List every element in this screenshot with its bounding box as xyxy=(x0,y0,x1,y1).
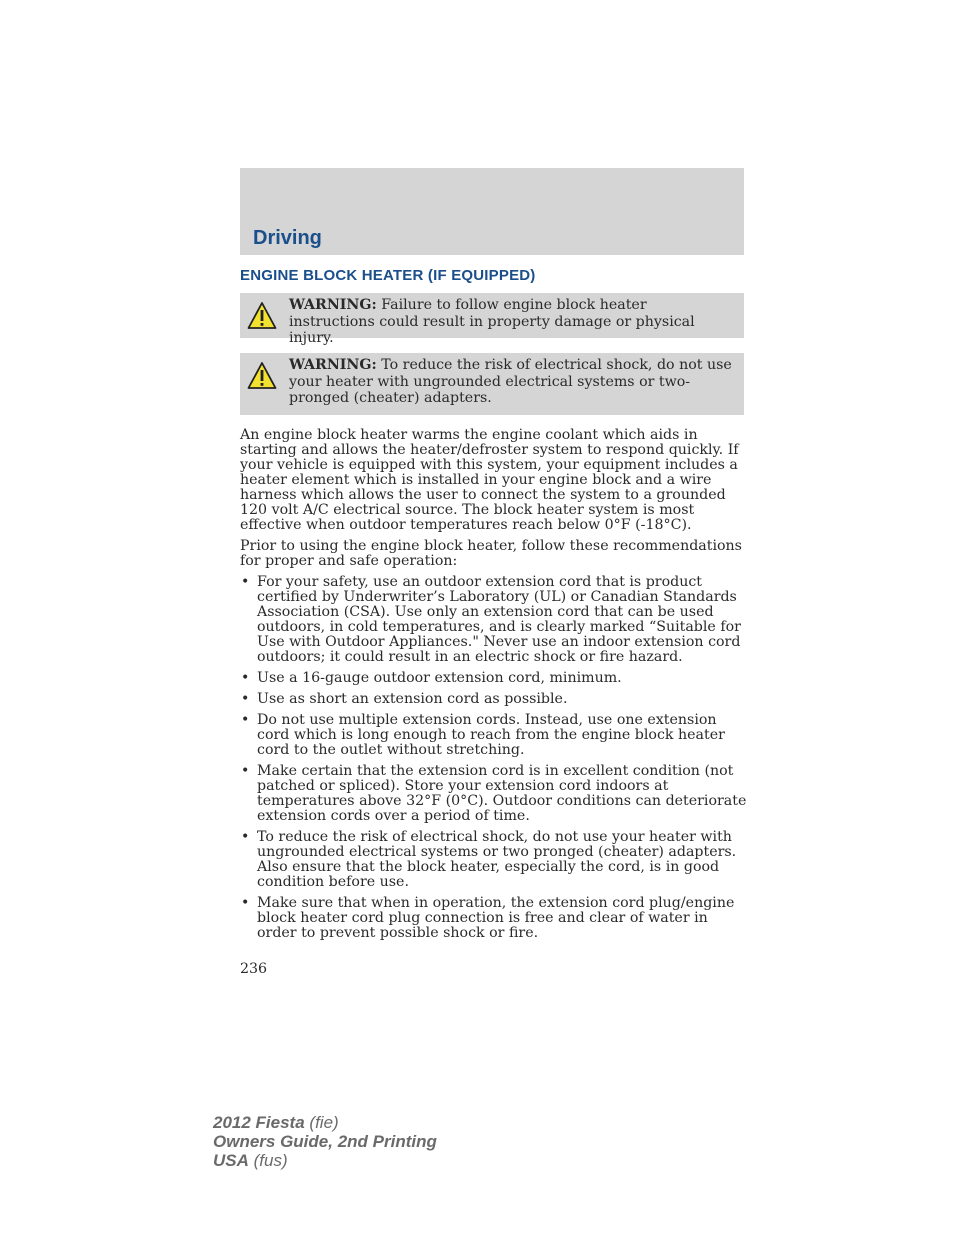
warning-triangle-icon xyxy=(247,361,277,391)
warning-label: WARNING: xyxy=(289,357,377,373)
footer-publication-info xyxy=(213,1113,437,1170)
page-number: 236 xyxy=(240,961,268,977)
footer-model-code: (fie) xyxy=(309,1113,339,1132)
list-item: • Make sure that when in operation, the extension cord plug/engine block heater cord plug connection is free and clear of water in order to prevent possible shock or fire. xyxy=(240,896,750,941)
list-item: • Do not use multiple extension cords. Instead, use one extension cord which is long enough to reach from the engine block heater cord to the outlet without stretching. xyxy=(240,713,750,758)
footer-guide-title: Owners Guide, 2nd Printing xyxy=(213,1132,437,1151)
list-item: • Make certain that the extension cord is in excellent condition (not patched or spliced). Store your extension cord indoors at temperatures above 32°F (0°C). Outdoor conditions can deteriorate extension cords over a period of time. xyxy=(240,764,750,824)
warning-box-electrical-shock xyxy=(240,353,744,415)
recommendations-intro: Prior to using the engine block heater, follow these recommendations for proper and safe operation: xyxy=(240,538,742,569)
topic-heading: ENGINE BLOCK HEATER (IF EQUIPPED) xyxy=(240,267,536,284)
footer-model: 2012 Fiesta xyxy=(213,1113,305,1132)
section-title: Driving xyxy=(253,227,322,249)
footer-market: USA xyxy=(213,1151,249,1170)
list-item: • To reduce the risk of electrical shock, do not use your heater with ungrounded electrical systems or two pronged (cheater) adapters. Also ensure that the block heater, especially the cord, is in good condition before use. xyxy=(240,830,750,890)
footer-market-code: (fus) xyxy=(253,1151,288,1170)
list-item: • For your safety, use an outdoor extension cord that is product certified by Underwriter’s Laboratory (UL) or Canadian Standards Association (CSA). Use only an extension cord that can be used outdoors, in cold temperatures, and is clearly marked “Suitable for Use with Outdoor Appliances." Never use an indoor extension cord outdoors; it could result in an electric shock or fire hazard. xyxy=(240,575,750,665)
intro-paragraph: An engine block heater warms the engine coolant which aids in starting and allows the heater/defroster system to respond quickly. If your vehicle is equipped with this system, your equipment includes a heater element which is installed in your engine block and a wire harness which allows the user to connect the system to a grounded 120 volt A/C electrical source. The block heater system is most effective when outdoor temperatures reach below 0°F (-18°C). xyxy=(240,427,739,533)
warning-triangle-icon xyxy=(247,301,277,331)
list-item: • Use as short an extension cord as possible. xyxy=(240,692,750,707)
warning-text: To reduce the risk of electrical shock, do not use your heater with ungrounded electrical systems or two-pronged (cheater) adapters. xyxy=(289,357,732,406)
body-content xyxy=(240,428,750,947)
list-item: • Use a 16-gauge outdoor extension cord, minimum. xyxy=(240,671,750,686)
warning-label: WARNING: xyxy=(289,297,377,313)
warning-box-property-damage xyxy=(240,293,744,346)
warning-text: Failure to follow engine block heater instructions could result in property damage or physical injury. xyxy=(289,297,695,346)
recommendation-list xyxy=(240,575,750,941)
